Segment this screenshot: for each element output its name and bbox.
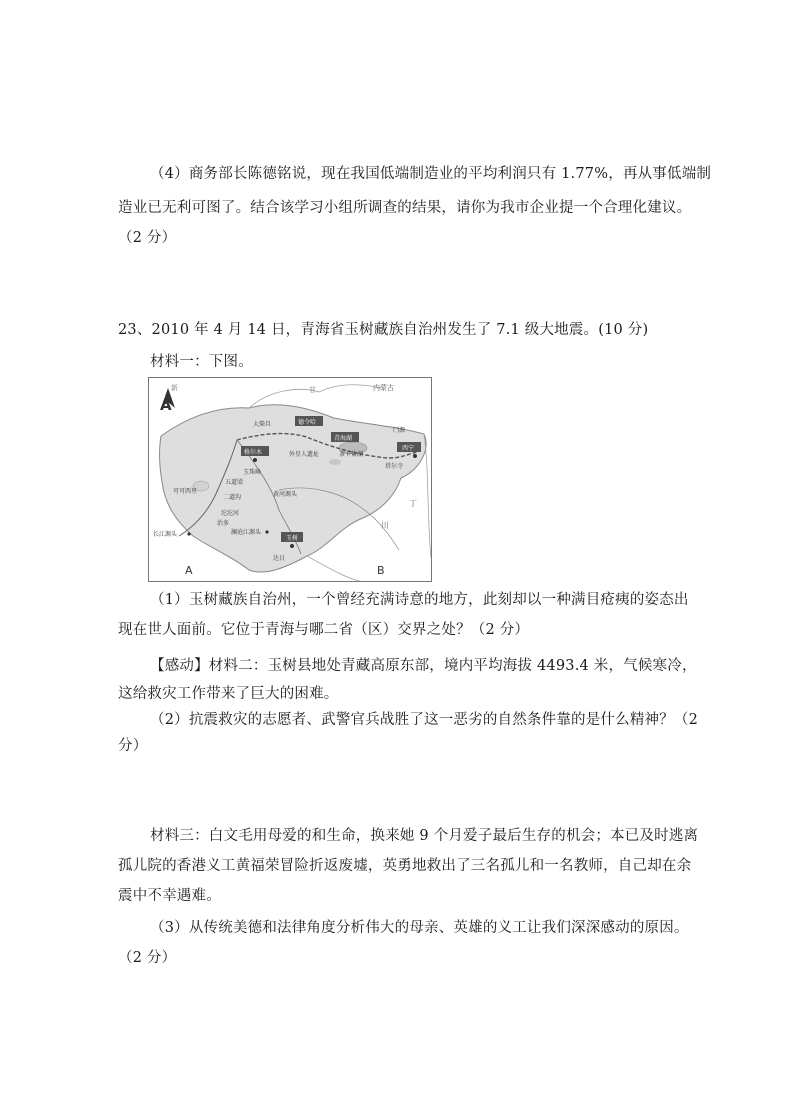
- map-label-lancang: 澜沧江源头: [231, 529, 262, 536]
- map-label-chaka: 茶卡盐湖: [339, 451, 364, 458]
- q4-line-1: （4）商务部长陈德铭说，现在我国低端制造业的平均利润只有 1.77%，再从事低端制: [150, 166, 712, 182]
- north-arrow-letter: A: [160, 396, 172, 414]
- q4-line-2: 造业已无利可图了。结合该学习小组所调查的结果，请你为我市企业提一个合理化建议。: [118, 200, 692, 216]
- city-dot-yushu: [290, 544, 294, 548]
- material-2-line-1: 【感动】材料二：玉树县地处青藏高原东部，境内平均海拔 4493.4 米，气候寒冷，: [150, 658, 697, 674]
- material-3-line-3: 震中不幸遇难。: [118, 888, 221, 904]
- map-label-daqaidan: 大柴旦: [253, 421, 272, 428]
- border-line-south: [307, 556, 363, 582]
- q3-line-1: （3）从传统美德和法律角度分析伟大的母亲、英雄的义工让我们深深感动的原因。: [150, 920, 689, 936]
- map-label-kekexili: 可可西里: [173, 488, 198, 495]
- map-label-delingha: 德令哈: [298, 419, 317, 426]
- map-label-changjiang: 长江源头: [153, 531, 178, 538]
- yushu-map: [148, 377, 432, 582]
- q3-line-2: （2 分）: [118, 950, 177, 966]
- material-3-line-2: 孤儿院的香港义工黄福荣冒险折返废墟，英勇地救出了三名孤儿和一名教师，自己却在余: [118, 858, 692, 874]
- material-2-line-2: 这给救灾工作带来了巨大的困难。: [118, 686, 339, 702]
- map-label-ding: 丁: [409, 499, 417, 508]
- map-label-taersi: 塔尔寺: [385, 463, 404, 470]
- q2-line-1: （2）抗震救灾的志愿者、武警官兵战胜了这一恶劣的自然条件靠的是什么精神？（2: [150, 712, 699, 728]
- map-label-zhiduo: 治多: [217, 520, 230, 527]
- q4-line-3: （2 分）: [118, 230, 177, 246]
- q1-line-2: 现在世人面前。它位于青海与哪二省（区）交界之处？（2 分）: [118, 622, 530, 638]
- city-dot-xining: [413, 454, 417, 458]
- map-label-wudaoliang: 五道梁: [225, 479, 244, 486]
- city-dot-changjiang: [187, 532, 190, 535]
- city-dot-lancang: [265, 530, 268, 533]
- map-label-erdaogou: 二道沟: [223, 494, 242, 501]
- map-label-yushu: 玉树: [286, 535, 299, 542]
- map-label-tuotuohe: 沱沱河: [221, 510, 240, 517]
- map-label-neimenggu: 内蒙古: [373, 384, 394, 392]
- q1-line-1: （1）玉树藏族自治州，一个曾经充满诗意的地方，此刻却以一种满目疮痍的姿态出: [150, 592, 689, 608]
- map-corner-b: B: [377, 564, 385, 577]
- q2-line-2: 分）: [118, 738, 148, 754]
- map-label-gan: 甘: [309, 386, 316, 394]
- map-label-qinghaihu: 青海湖: [334, 435, 353, 442]
- map-corner-a: A: [185, 564, 193, 577]
- city-dot-geermu: [253, 458, 257, 462]
- map-label-wailingren: 外星人遗址: [289, 451, 320, 458]
- question-23-title: 23、2010 年 4 月 14 日，青海省玉树藏族自治州发生了 7.1 级大地震。(10 分): [118, 322, 649, 338]
- map-label-yuzhufeng: 玉珠峰: [243, 469, 262, 476]
- material-3-line-1: 材料三：白文毛用母爱的和生命，换来她 9 个月爱子最后生存的机会；本已及时逃离: [150, 828, 699, 844]
- material-1-label: 材料一：下图。: [150, 354, 253, 370]
- map-label-xin: 新: [171, 384, 178, 392]
- salt-lake: [329, 459, 341, 465]
- map-label-menyuan: 门源: [393, 427, 406, 434]
- map-label-xining: 西宁: [402, 445, 415, 452]
- map-label-chuan: 川: [381, 521, 389, 530]
- map-label-dari: 达日: [273, 555, 286, 562]
- map-label-huanghe: 黄河源头: [273, 491, 298, 498]
- map-label-geermu: 格尔木: [244, 449, 263, 456]
